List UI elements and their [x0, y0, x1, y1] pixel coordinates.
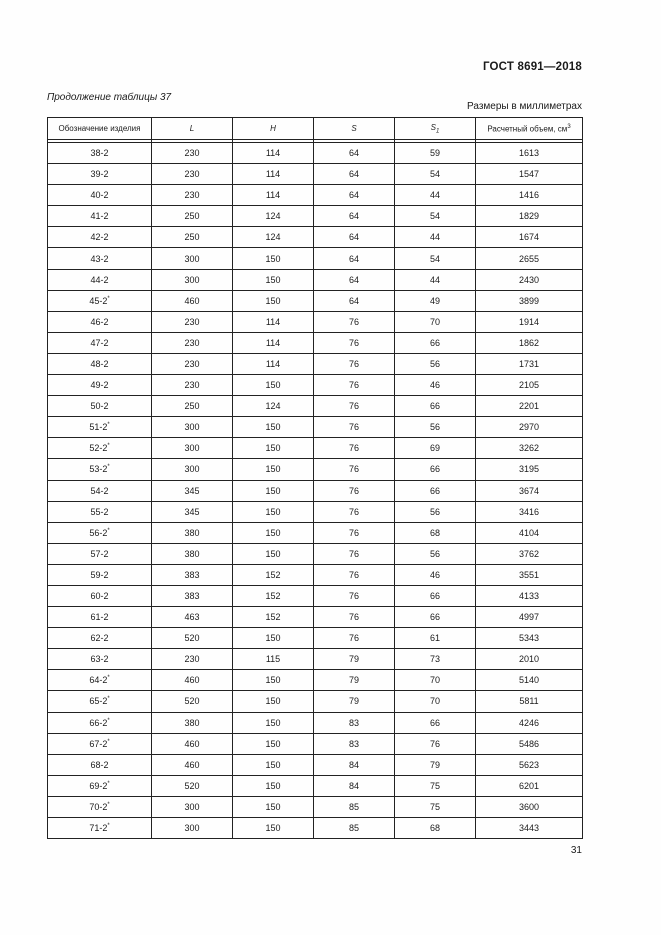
cell-v: 3674 [476, 480, 583, 501]
cell-h: 150 [233, 796, 314, 817]
cell-l: 250 [152, 396, 233, 417]
column-header-S1-subscript: 1 [436, 128, 440, 135]
designation-footnote-mark: * [107, 527, 110, 534]
table-row [48, 818, 583, 839]
cell-s1: 76 [395, 733, 476, 754]
cell-h: 114 [233, 332, 314, 353]
table-row [48, 649, 583, 670]
cell-l: 460 [152, 290, 233, 311]
cell-s1: 69 [395, 438, 476, 459]
designation-footnote-mark: * [107, 295, 110, 302]
cell-v: 3416 [476, 501, 583, 522]
designation-text: 56-2 [89, 527, 108, 538]
cell-h: 124 [233, 396, 314, 417]
cell-v: 3443 [476, 818, 583, 839]
cell-l: 463 [152, 607, 233, 628]
table-row [48, 417, 583, 438]
cell-l: 230 [152, 649, 233, 670]
cell-s1: 70 [395, 691, 476, 712]
cell-v: 4246 [476, 712, 583, 733]
cell-designation [48, 375, 152, 396]
cell-v: 4997 [476, 607, 583, 628]
designation-footnote-mark: * [107, 738, 110, 745]
cell-designation [48, 628, 152, 649]
cell-v: 1914 [476, 311, 583, 332]
cell-h: 114 [233, 185, 314, 206]
cell-h: 150 [233, 712, 314, 733]
cell-designation [48, 585, 152, 606]
designation-text: 61-2 [90, 612, 109, 623]
designation-text: 46-2 [90, 316, 109, 327]
cell-s1: 59 [395, 143, 476, 164]
cell-s: 64 [314, 206, 395, 227]
column-header-S1-base: S [430, 122, 436, 132]
table-row [48, 248, 583, 269]
cell-v: 3262 [476, 438, 583, 459]
cell-s: 64 [314, 269, 395, 290]
cell-h: 114 [233, 143, 314, 164]
cell-s1: 68 [395, 818, 476, 839]
designation-text: 51-2 [89, 422, 108, 433]
cell-s1: 56 [395, 353, 476, 374]
cell-s1: 54 [395, 248, 476, 269]
cell-s: 64 [314, 248, 395, 269]
cell-v: 5343 [476, 628, 583, 649]
cell-s: 84 [314, 754, 395, 775]
designation-text: 47-2 [90, 337, 109, 348]
cell-l: 380 [152, 712, 233, 733]
cell-h: 150 [233, 670, 314, 691]
cell-designation [48, 712, 152, 733]
cell-l: 300 [152, 248, 233, 269]
cell-l: 300 [152, 459, 233, 480]
cell-s1: 66 [395, 712, 476, 733]
cell-h: 152 [233, 585, 314, 606]
table-row [48, 796, 583, 817]
table-row [48, 733, 583, 754]
table-row [48, 375, 583, 396]
cell-l: 460 [152, 733, 233, 754]
cell-l: 383 [152, 564, 233, 585]
table-caption: Продолжение таблицы 37 [47, 92, 172, 103]
cell-s1: 68 [395, 522, 476, 543]
designation-text: 69-2 [89, 780, 108, 791]
cell-designation [48, 501, 152, 522]
cell-v: 1731 [476, 353, 583, 374]
cell-l: 230 [152, 185, 233, 206]
cell-l: 300 [152, 438, 233, 459]
cell-designation [48, 143, 152, 164]
cell-designation [48, 311, 152, 332]
cell-v: 4104 [476, 522, 583, 543]
cell-s1: 46 [395, 564, 476, 585]
column-header-S: S [314, 118, 395, 140]
cell-l: 520 [152, 775, 233, 796]
cell-h: 114 [233, 311, 314, 332]
cell-s1: 75 [395, 775, 476, 796]
designation-footnote-mark: * [107, 464, 110, 471]
cell-h: 152 [233, 564, 314, 585]
cell-designation [48, 332, 152, 353]
designation-text: 49-2 [90, 380, 109, 391]
cell-l: 345 [152, 480, 233, 501]
cell-l: 300 [152, 818, 233, 839]
cell-l: 300 [152, 269, 233, 290]
cell-h: 150 [233, 818, 314, 839]
cell-designation [48, 459, 152, 480]
cell-l: 230 [152, 353, 233, 374]
cell-v: 5811 [476, 691, 583, 712]
cell-designation [48, 818, 152, 839]
designation-text: 42-2 [90, 232, 109, 243]
cell-s: 76 [314, 438, 395, 459]
designation-text: 39-2 [90, 169, 109, 180]
cell-v: 3600 [476, 796, 583, 817]
designation-text: 38-2 [90, 148, 109, 159]
table-row [48, 522, 583, 543]
cell-s: 76 [314, 564, 395, 585]
table-row [48, 543, 583, 564]
table-row [48, 353, 583, 374]
cell-l: 250 [152, 206, 233, 227]
cell-s: 76 [314, 607, 395, 628]
cell-v: 5140 [476, 670, 583, 691]
table-row [48, 754, 583, 775]
designation-text: 68-2 [90, 759, 109, 770]
cell-v: 2430 [476, 269, 583, 290]
designation-text: 65-2 [89, 696, 108, 707]
cell-v: 2010 [476, 649, 583, 670]
cell-designation [48, 691, 152, 712]
cell-s1: 56 [395, 417, 476, 438]
cell-v: 5486 [476, 733, 583, 754]
cell-l: 520 [152, 691, 233, 712]
cell-s: 76 [314, 522, 395, 543]
designation-text: 50-2 [90, 401, 109, 412]
designation-footnote-mark: * [107, 717, 110, 724]
cell-s1: 54 [395, 206, 476, 227]
cell-designation [48, 396, 152, 417]
cell-s1: 75 [395, 796, 476, 817]
cell-s1: 46 [395, 375, 476, 396]
designation-text: 55-2 [90, 506, 109, 517]
cell-s: 76 [314, 417, 395, 438]
cell-s: 79 [314, 691, 395, 712]
cell-s: 76 [314, 459, 395, 480]
cell-designation [48, 543, 152, 564]
table-row [48, 712, 583, 733]
table-header-row [48, 118, 583, 140]
cell-h: 114 [233, 164, 314, 185]
cell-h: 114 [233, 353, 314, 374]
cell-s: 64 [314, 227, 395, 248]
table-row [48, 185, 583, 206]
designation-text: 48-2 [90, 358, 109, 369]
cell-v: 3551 [476, 564, 583, 585]
table-row [48, 290, 583, 311]
cell-v: 3899 [476, 290, 583, 311]
cell-s: 83 [314, 733, 395, 754]
cell-s1: 66 [395, 396, 476, 417]
cell-s: 64 [314, 143, 395, 164]
designation-footnote-mark: * [107, 696, 110, 703]
table-body [48, 143, 583, 839]
cell-h: 150 [233, 691, 314, 712]
cell-s: 79 [314, 649, 395, 670]
table-row [48, 164, 583, 185]
designation-text: 44-2 [90, 274, 109, 285]
cell-s1: 56 [395, 543, 476, 564]
column-header-volume-superscript: 3 [567, 123, 571, 130]
cell-designation [48, 733, 152, 754]
cell-h: 152 [233, 607, 314, 628]
table-row [48, 607, 583, 628]
table-row [48, 564, 583, 585]
table-row [48, 332, 583, 353]
document-standard-header: ГОСТ 8691—2018 [482, 61, 582, 73]
cell-v: 1547 [476, 164, 583, 185]
cell-v: 2970 [476, 417, 583, 438]
table-row [48, 206, 583, 227]
cell-designation [48, 670, 152, 691]
cell-l: 520 [152, 628, 233, 649]
cell-designation [48, 227, 152, 248]
cell-designation [48, 796, 152, 817]
cell-h: 150 [233, 480, 314, 501]
column-header-volume [476, 118, 583, 140]
table-row [48, 438, 583, 459]
cell-s: 84 [314, 775, 395, 796]
cell-l: 250 [152, 227, 233, 248]
cell-designation [48, 480, 152, 501]
cell-s: 76 [314, 311, 395, 332]
cell-v: 6201 [476, 775, 583, 796]
cell-h: 150 [233, 269, 314, 290]
cell-designation [48, 206, 152, 227]
cell-designation [48, 417, 152, 438]
cell-s1: 44 [395, 269, 476, 290]
cell-v: 3762 [476, 543, 583, 564]
designation-text: 52-2 [89, 443, 108, 454]
cell-l: 380 [152, 543, 233, 564]
designation-text: 57-2 [90, 548, 109, 559]
cell-v: 2105 [476, 375, 583, 396]
cell-h: 150 [233, 628, 314, 649]
designation-text: 64-2 [89, 675, 108, 686]
cell-designation [48, 522, 152, 543]
cell-s: 64 [314, 290, 395, 311]
cell-l: 230 [152, 311, 233, 332]
cell-s1: 49 [395, 290, 476, 311]
cell-s1: 61 [395, 628, 476, 649]
table-row [48, 311, 583, 332]
designation-text: 41-2 [90, 211, 109, 222]
designation-text: 40-2 [90, 190, 109, 201]
cell-s1: 66 [395, 459, 476, 480]
cell-s1: 70 [395, 670, 476, 691]
designation-footnote-mark: * [107, 780, 110, 787]
cell-v: 5623 [476, 754, 583, 775]
cell-designation [48, 353, 152, 374]
cell-s1: 73 [395, 649, 476, 670]
cell-s: 76 [314, 585, 395, 606]
cell-l: 300 [152, 796, 233, 817]
designation-footnote-mark: * [107, 422, 110, 429]
cell-s: 64 [314, 164, 395, 185]
page-number: 31 [570, 845, 582, 856]
cell-h: 124 [233, 227, 314, 248]
cell-s: 76 [314, 480, 395, 501]
cell-h: 124 [233, 206, 314, 227]
table-row [48, 670, 583, 691]
designation-text: 53-2 [89, 464, 108, 475]
cell-s: 85 [314, 818, 395, 839]
column-header-designation: Обозначение изделия [48, 118, 152, 140]
designation-footnote-mark: * [107, 801, 110, 808]
designation-text: 59-2 [90, 569, 109, 580]
cell-s1: 66 [395, 585, 476, 606]
designation-text: 43-2 [90, 253, 109, 264]
cell-v: 1613 [476, 143, 583, 164]
cell-designation [48, 269, 152, 290]
table-row [48, 143, 583, 164]
table-row [48, 628, 583, 649]
cell-h: 150 [233, 501, 314, 522]
column-header-H: H [233, 118, 314, 140]
cell-v: 1416 [476, 185, 583, 206]
cell-s: 76 [314, 375, 395, 396]
cell-s: 64 [314, 185, 395, 206]
cell-s: 76 [314, 353, 395, 374]
table-row [48, 585, 583, 606]
cell-s1: 70 [395, 311, 476, 332]
dimensions-table [47, 117, 583, 839]
cell-s1: 56 [395, 501, 476, 522]
cell-s1: 44 [395, 185, 476, 206]
cell-l: 345 [152, 501, 233, 522]
cell-v: 4133 [476, 585, 583, 606]
cell-s: 83 [314, 712, 395, 733]
column-header-volume-base: Расчетный объем, см [487, 124, 568, 134]
designation-footnote-mark: * [107, 823, 110, 830]
cell-designation [48, 564, 152, 585]
cell-designation [48, 754, 152, 775]
table-row [48, 691, 583, 712]
cell-l: 230 [152, 143, 233, 164]
cell-v: 1862 [476, 332, 583, 353]
cell-s1: 54 [395, 164, 476, 185]
cell-s1: 66 [395, 480, 476, 501]
table-row [48, 480, 583, 501]
cell-v: 2655 [476, 248, 583, 269]
column-header-L: L [152, 118, 233, 140]
cell-designation [48, 185, 152, 206]
designation-text: 63-2 [90, 654, 109, 665]
cell-s: 76 [314, 543, 395, 564]
cell-l: 230 [152, 375, 233, 396]
table-row [48, 459, 583, 480]
units-note: Размеры в миллиметрах [467, 101, 582, 112]
cell-h: 150 [233, 775, 314, 796]
cell-designation [48, 438, 152, 459]
cell-h: 150 [233, 543, 314, 564]
cell-s1: 66 [395, 607, 476, 628]
designation-footnote-mark: * [107, 443, 110, 450]
cell-v: 3195 [476, 459, 583, 480]
designation-text: 71-2 [89, 823, 108, 834]
cell-designation [48, 775, 152, 796]
designation-text: 45-2 [89, 295, 108, 306]
cell-l: 383 [152, 585, 233, 606]
cell-h: 150 [233, 754, 314, 775]
cell-s: 85 [314, 796, 395, 817]
cell-s: 76 [314, 501, 395, 522]
designation-text: 67-2 [89, 738, 108, 749]
cell-h: 150 [233, 248, 314, 269]
cell-h: 150 [233, 438, 314, 459]
cell-l: 230 [152, 332, 233, 353]
cell-h: 115 [233, 649, 314, 670]
cell-s1: 44 [395, 227, 476, 248]
designation-text: 66-2 [89, 717, 108, 728]
table-row [48, 501, 583, 522]
cell-h: 150 [233, 459, 314, 480]
cell-l: 460 [152, 670, 233, 691]
cell-v: 1674 [476, 227, 583, 248]
cell-v: 2201 [476, 396, 583, 417]
cell-h: 150 [233, 417, 314, 438]
column-header-S1 [395, 118, 476, 140]
cell-designation [48, 649, 152, 670]
cell-s: 79 [314, 670, 395, 691]
designation-footnote-mark: * [107, 675, 110, 682]
cell-designation [48, 164, 152, 185]
designation-text: 54-2 [90, 485, 109, 496]
designation-text: 62-2 [90, 633, 109, 644]
table-row [48, 775, 583, 796]
cell-s: 76 [314, 628, 395, 649]
designation-text: 70-2 [89, 801, 108, 812]
designation-text: 60-2 [90, 591, 109, 602]
table-row [48, 269, 583, 290]
table-row [48, 396, 583, 417]
cell-designation [48, 290, 152, 311]
cell-h: 150 [233, 733, 314, 754]
cell-s1: 66 [395, 332, 476, 353]
cell-h: 150 [233, 522, 314, 543]
cell-l: 300 [152, 417, 233, 438]
cell-designation [48, 248, 152, 269]
cell-s: 76 [314, 332, 395, 353]
cell-l: 230 [152, 164, 233, 185]
cell-l: 460 [152, 754, 233, 775]
cell-s: 76 [314, 396, 395, 417]
cell-designation [48, 607, 152, 628]
cell-h: 150 [233, 375, 314, 396]
table-row [48, 227, 583, 248]
cell-s1: 79 [395, 754, 476, 775]
cell-l: 380 [152, 522, 233, 543]
cell-h: 150 [233, 290, 314, 311]
cell-v: 1829 [476, 206, 583, 227]
